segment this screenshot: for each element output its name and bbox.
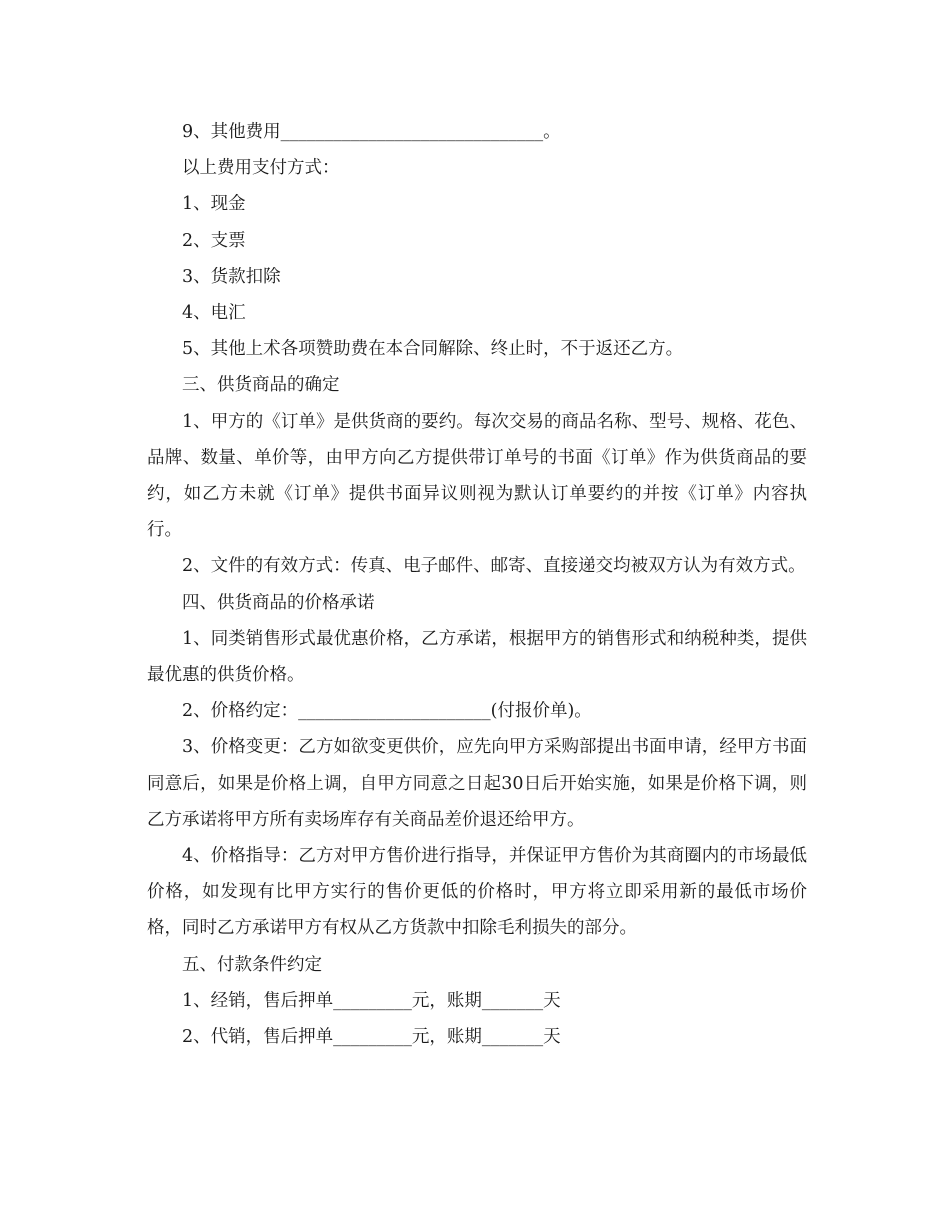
paragraph-payment-wire: 4、电汇 <box>182 303 246 324</box>
paragraph-order-offer: 1、甲方的《订单》是供货商的要约。每次交易的商品名称、型号、规格、花色、品牌、数量、单价等，由甲方向乙方提供带订单号的书面《订单》作为供货商品的要约，如乙方未就《订单》提供书面异议则视为默认订单要约的并按《订单》内容执行。 <box>147 411 807 541</box>
paragraph-document-validity: 2、文件的有效方式：传真、电子邮件、邮寄、直接递交均被双方认为有效方式。 <box>182 556 806 577</box>
paragraph-consignment-sale: 1、经销，售后押单_________元，账期_______天 <box>182 990 561 1011</box>
paragraph-payment-check: 2、支票 <box>182 230 246 251</box>
paragraph-best-price: 1、同类销售形式最优惠价格，乙方承诺，根据甲方的销售形式和纳税种类，提供最优惠的供货价格。 <box>147 628 807 686</box>
document-body <box>147 114 807 1055</box>
section-heading-5: 五、付款条件约定 <box>182 954 322 975</box>
section-heading-3: 三、供货商品的确定 <box>182 375 340 396</box>
paragraph-payment-deduction: 3、货款扣除 <box>182 266 281 287</box>
paragraph-payment-methods-heading: 以上费用支付方式： <box>182 158 340 179</box>
paragraph-price-agreement: 2、价格约定：______________________(付报价单)。 <box>182 701 592 722</box>
paragraph-payment-cash: 1、现金 <box>182 194 246 215</box>
paragraph-sponsorship-nonrefund: 5、其他上术各项赞助费在本合同解除、终止时，不于返还乙方。 <box>182 339 684 360</box>
paragraph-other-fees: 9、其他费用______________________________。 <box>182 122 561 142</box>
paragraph-price-guidance: 4、价格指导：乙方对甲方售价进行指导，并保证甲方售价为其商圈内的市场最低价格，如发现有比甲方实行的售价更低的价格时，甲方将立即采用新的最低市场价格，同时乙方承诺甲方有权从乙方货款中扣除毛利损失的部分。 <box>147 846 807 939</box>
section-heading-4: 四、供货商品的价格承诺 <box>182 592 375 613</box>
paragraph-agency-sale: 2、代销，售后押单_________元，账期_______天 <box>182 1027 561 1048</box>
paragraph-price-change: 3、价格变更：乙方如欲变更供价，应先向甲方采购部提出书面申请，经甲方书面同意后，如果是价格上调，自甲方同意之日起30日后开始实施，如果是价格下调，则乙方承诺将甲方所有卖场库存有关商品差价退还给甲方。 <box>147 737 807 830</box>
